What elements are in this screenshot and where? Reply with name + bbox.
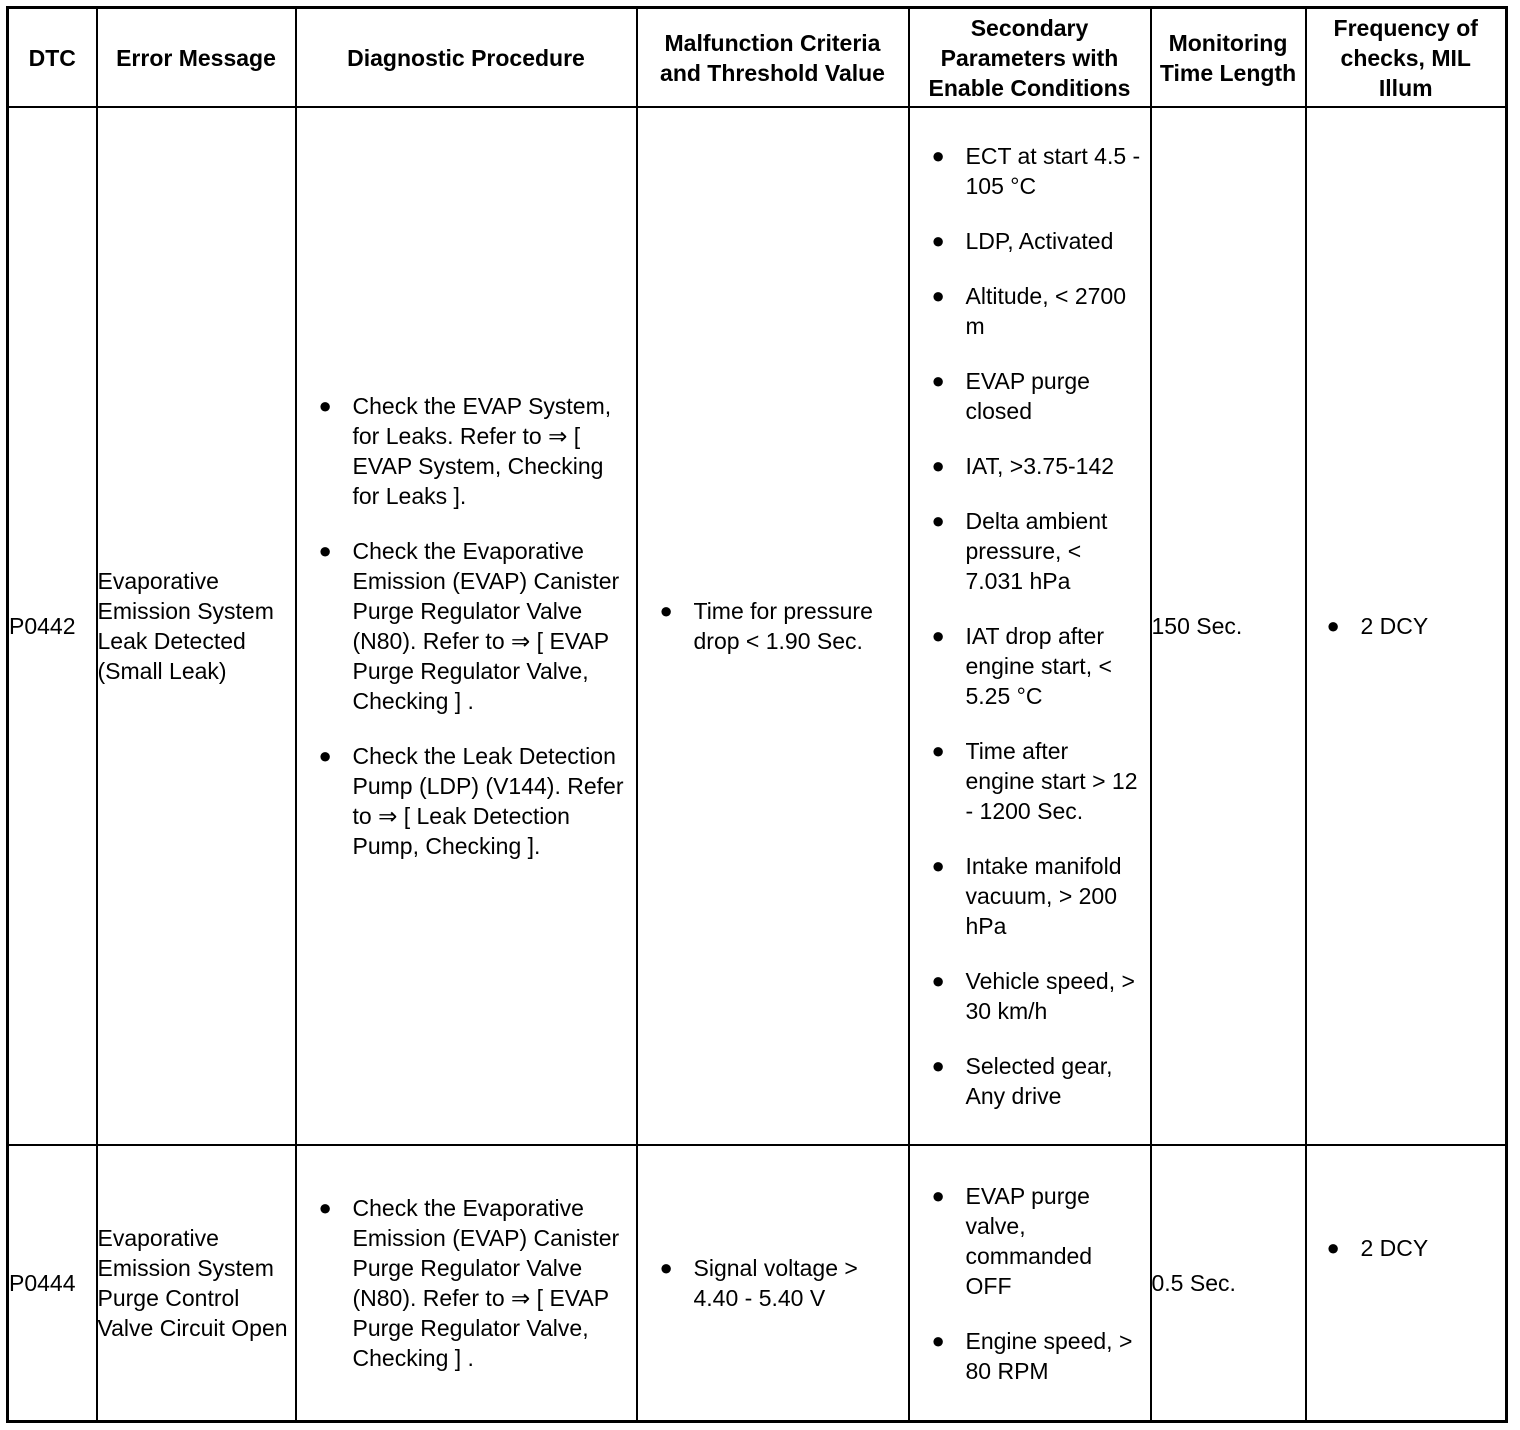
list-item: ● Check the Leak Detection Pump (LDP) (V144). Refer to ⇒ [ Leak Detection Pump, Checking ]. bbox=[297, 741, 636, 861]
table-row bbox=[8, 107, 1507, 1145]
header-monitoring-time: Monitoring Time Length bbox=[1151, 8, 1306, 108]
list-item: ● Altitude, < 2700 m bbox=[910, 281, 1150, 341]
header-error-message: Error Message bbox=[97, 8, 296, 108]
list-item: ● 2 DCY bbox=[1307, 611, 1506, 641]
header-secondary-parameters: Secondary Parameters with Enable Conditions bbox=[909, 8, 1151, 108]
list-item: ● Delta ambient pressure, < 7.031 hPa bbox=[910, 506, 1150, 596]
header-row bbox=[8, 8, 1507, 108]
secondary-parameters bbox=[909, 1145, 1151, 1421]
frequency bbox=[1306, 1145, 1507, 1421]
list-item: ● Selected gear, Any drive bbox=[910, 1051, 1150, 1111]
list-item: ● Check the EVAP System, for Leaks. Refer to ⇒ [ EVAP System, Checking for Leaks ]. bbox=[297, 391, 636, 511]
list-item: ● Engine speed, > 80 RPM bbox=[910, 1326, 1150, 1386]
list-item: ● Time for pressure drop < 1.90 Sec. bbox=[638, 596, 908, 656]
header-dtc: DTC bbox=[8, 8, 97, 108]
header-diagnostic-procedure: Diagnostic Procedure bbox=[296, 8, 637, 108]
list-item: ● ECT at start 4.5 - 105 °C bbox=[910, 141, 1150, 201]
list-item: ● IAT drop after engine start, < 5.25 °C bbox=[910, 621, 1150, 711]
table-row bbox=[8, 1145, 1507, 1421]
list-item: ● Time after engine start > 12 - 1200 Sec. bbox=[910, 736, 1150, 826]
list-item: ● LDP, Activated bbox=[910, 226, 1150, 256]
error-message: Evaporative Emission System Leak Detected (Small Leak) bbox=[97, 107, 296, 1145]
list-item: ● 2 DCY bbox=[1307, 1233, 1506, 1263]
frequency bbox=[1306, 107, 1507, 1145]
list-item: ● IAT, >3.75-142 bbox=[910, 451, 1150, 481]
list-item: ● Check the Evaporative Emission (EVAP) Canister Purge Regulator Valve (N80). Refer to ⇒ [ EVAP Purge Regulator Valve, Checking ] . bbox=[297, 536, 636, 716]
header-frequency: Frequency of checks, MIL Illum bbox=[1306, 8, 1507, 108]
monitoring-time: 150 Sec. bbox=[1151, 107, 1306, 1145]
list-item: ● Intake manifold vacuum, > 200 hPa bbox=[910, 851, 1150, 941]
monitoring-time: 0.5 Sec. bbox=[1151, 1145, 1306, 1421]
dtc-code: P0444 bbox=[8, 1145, 97, 1421]
diagnostic-procedure bbox=[296, 1145, 637, 1421]
error-message: Evaporative Emission System Purge Control Valve Circuit Open bbox=[97, 1145, 296, 1421]
malfunction-criteria bbox=[637, 107, 909, 1145]
list-item: ● Signal voltage > 4.40 - 5.40 V bbox=[638, 1253, 908, 1313]
list-item: ● Check the Evaporative Emission (EVAP) Canister Purge Regulator Valve (N80). Refer to ⇒ [ EVAP Purge Regulator Valve, Checking ] . bbox=[297, 1193, 636, 1373]
list-item: ● EVAP purge closed bbox=[910, 366, 1150, 426]
dtc-table bbox=[6, 6, 1508, 1423]
diagnostic-procedure bbox=[296, 107, 637, 1145]
secondary-parameters bbox=[909, 107, 1151, 1145]
list-item: ● Vehicle speed, > 30 km/h bbox=[910, 966, 1150, 1026]
dtc-code: P0442 bbox=[8, 107, 97, 1145]
header-malfunction-criteria: Malfunction Criteria and Threshold Value bbox=[637, 8, 909, 108]
list-item: ● EVAP purge valve, commanded OFF bbox=[910, 1181, 1150, 1301]
malfunction-criteria bbox=[637, 1145, 909, 1421]
